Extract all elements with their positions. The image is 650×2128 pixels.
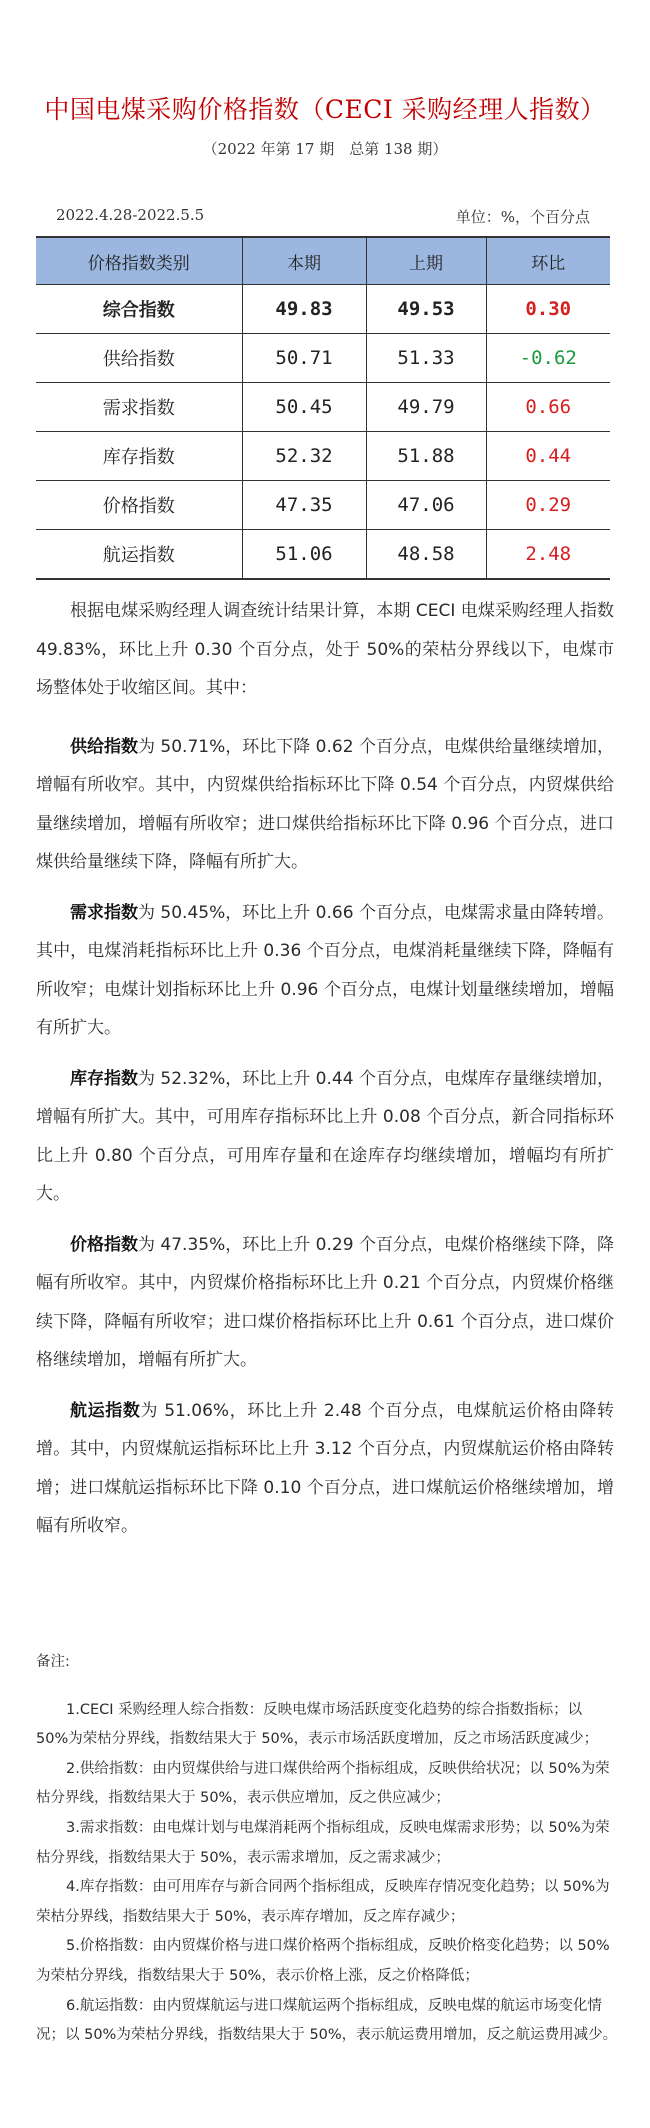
note-item: 3.需求指数：由电煤计划与电煤消耗两个指标组成，反映电煤需求形势；以 50%为荣枯分界线，指数结果大于 50%，表示需求增加，反之需求减少； <box>36 1819 610 1866</box>
row-previous: 47.06 <box>366 481 486 530</box>
note-item: 5.价格指数：由内贸煤价格与进口煤价格两个指标组成，反映价格变化趋势；以 50%为荣枯分界线，指数结果大于 50%，表示价格上涨，反之价格降低； <box>36 1938 610 1984</box>
section-text: 为 47.35%，环比上升 0.29 个百分点，电煤价格继续下降，降幅有所收窄。其中，内贸煤价格指标环比上升 0.21 个百分点，内贸煤价格继续下降，降幅有所收窄；进口煤价格指标环比上升 0.61 个百分点，进口煤价格继续增加，增幅有所扩大。 <box>36 1234 614 1370</box>
section-text: 为 50.71%，环比下降 0.62 个百分点，电煤供给量继续增加，增幅有所收窄。其中，内贸煤供给指标环比下降 0.54 个百分点，内贸煤供给量继续增加，增幅有所收窄；进口煤供给指标环比下降 0.96 个百分点，进口煤供给量继续下降，降幅有所扩大。 <box>36 736 614 872</box>
report-body <box>36 592 614 1558</box>
note-item: 6.航运指数：由内贸煤航运与进口煤航运两个指标组成，反映电煤的航运市场变化情况；以 50%为荣枯分界线，指数结果大于 50%，表示航运费用增加，反之航运费用减少。 <box>36 1997 618 2044</box>
row-change: 0.30 <box>486 285 610 334</box>
row-change: 2.48 <box>486 530 610 580</box>
row-previous: 51.33 <box>366 334 486 383</box>
row-name: 综合指数 <box>36 285 242 334</box>
table-row <box>36 530 610 580</box>
row-change: 0.44 <box>486 432 610 481</box>
row-name: 库存指数 <box>36 432 242 481</box>
note-item: 2.供给指数：由内贸煤供给与进口煤供给两个指标组成，反映供给状况；以 50%为荣枯分界线，指数结果大于 50%，表示供应增加，反之供应减少； <box>36 1760 610 1807</box>
supply-paragraph <box>36 728 614 882</box>
header-change: 环比 <box>486 237 610 285</box>
row-change: 0.29 <box>486 481 610 530</box>
section-text: 为 50.45%，环比上升 0.66 个百分点，电煤需求量由降转增。其中，电煤消耗指标环比上升 0.36 个百分点，电煤消耗量继续下降，降幅有所收窄；电煤计划指标环比上升 0.96 个百分点，电煤计划量继续增加，增幅有所扩大。 <box>36 902 614 1038</box>
section-text: 为 51.06%，环比上升 2.48 个百分点，电煤航运价格由降转增。其中，内贸煤航运指标环比上升 3.12 个百分点，内贸煤航运价格由降转增；进口煤航运指标环比下降 0.10 个百分点，进口煤航运价格继续增加，增幅有所收窄。 <box>36 1400 615 1536</box>
notes-section <box>36 1648 618 2051</box>
section-label: 供给指数 <box>70 736 139 757</box>
note-item: 4.库存指数：由可用库存与新合同两个指标组成，反映库存情况变化趋势；以 50%为荣枯分界线，指数结果大于 50%，表示库存增加，反之库存减少； <box>36 1879 610 1925</box>
row-name: 需求指数 <box>36 383 242 432</box>
row-current: 52.32 <box>242 432 366 481</box>
row-name: 供给指数 <box>36 334 242 383</box>
intro-paragraph: 根据电煤采购经理人调查统计结果计算，本期 CECI 电煤采购经理人指数 49.83%，环比上升 0.30 个百分点，处于 50%的荣枯分界线以下，电煤市场整体处于收缩区间。其中： <box>36 601 614 698</box>
section-label: 需求指数 <box>70 902 139 923</box>
shipping-paragraph <box>36 1392 614 1546</box>
index-table <box>36 236 610 580</box>
row-current: 50.71 <box>242 334 366 383</box>
issue-subtitle: （2022 年第 17 期 总第 138 期） <box>202 140 448 158</box>
header-current: 本期 <box>242 237 366 285</box>
section-label: 库存指数 <box>70 1068 139 1089</box>
row-change: 0.66 <box>486 383 610 432</box>
row-previous: 49.53 <box>366 285 486 334</box>
section-label: 航运指数 <box>70 1400 141 1421</box>
row-previous: 51.88 <box>366 432 486 481</box>
inventory-paragraph <box>36 1060 614 1214</box>
header-previous: 上期 <box>366 237 486 285</box>
row-previous: 49.79 <box>366 383 486 432</box>
table-row <box>36 285 610 334</box>
demand-paragraph <box>36 894 614 1048</box>
section-label: 价格指数 <box>70 1234 139 1255</box>
section-text: 为 52.32%，环比上升 0.44 个百分点，电煤库存量继续增加，增幅有所扩大。其中，可用库存指标环比上升 0.08 个百分点，新合同指标环比上升 0.80 个百分点，可用库存量和在途库存均继续增加，增幅均有所扩大。 <box>36 1068 614 1204</box>
table-row <box>36 432 610 481</box>
period-range: 2022.4.28-2022.5.5 <box>56 206 205 224</box>
page-title: 中国电煤采购价格指数（CECI 采购经理人指数） <box>44 95 606 124</box>
row-name: 价格指数 <box>36 481 242 530</box>
price-paragraph <box>36 1226 614 1380</box>
table-header-row <box>36 237 610 285</box>
row-change: -0.62 <box>486 334 610 383</box>
header-category: 价格指数类别 <box>36 237 242 285</box>
note-item: 1.CECI 采购经理人综合指数：反映电煤市场活跃度变化趋势的综合指数指标；以 50%为荣枯分界线，指数结果大于 50%，表示市场活跃度增加，反之市场活跃度减少； <box>36 1701 599 1748</box>
row-name: 航运指数 <box>36 530 242 580</box>
unit-label: 单位：%，个百分点 <box>455 208 590 226</box>
row-current: 50.45 <box>242 383 366 432</box>
table-row <box>36 383 610 432</box>
notes-heading: 备注: <box>36 1654 70 1670</box>
row-current: 51.06 <box>242 530 366 580</box>
table-row <box>36 481 610 530</box>
row-previous: 48.58 <box>366 530 486 580</box>
table-row <box>36 334 610 383</box>
row-current: 49.83 <box>242 285 366 334</box>
row-current: 47.35 <box>242 481 366 530</box>
